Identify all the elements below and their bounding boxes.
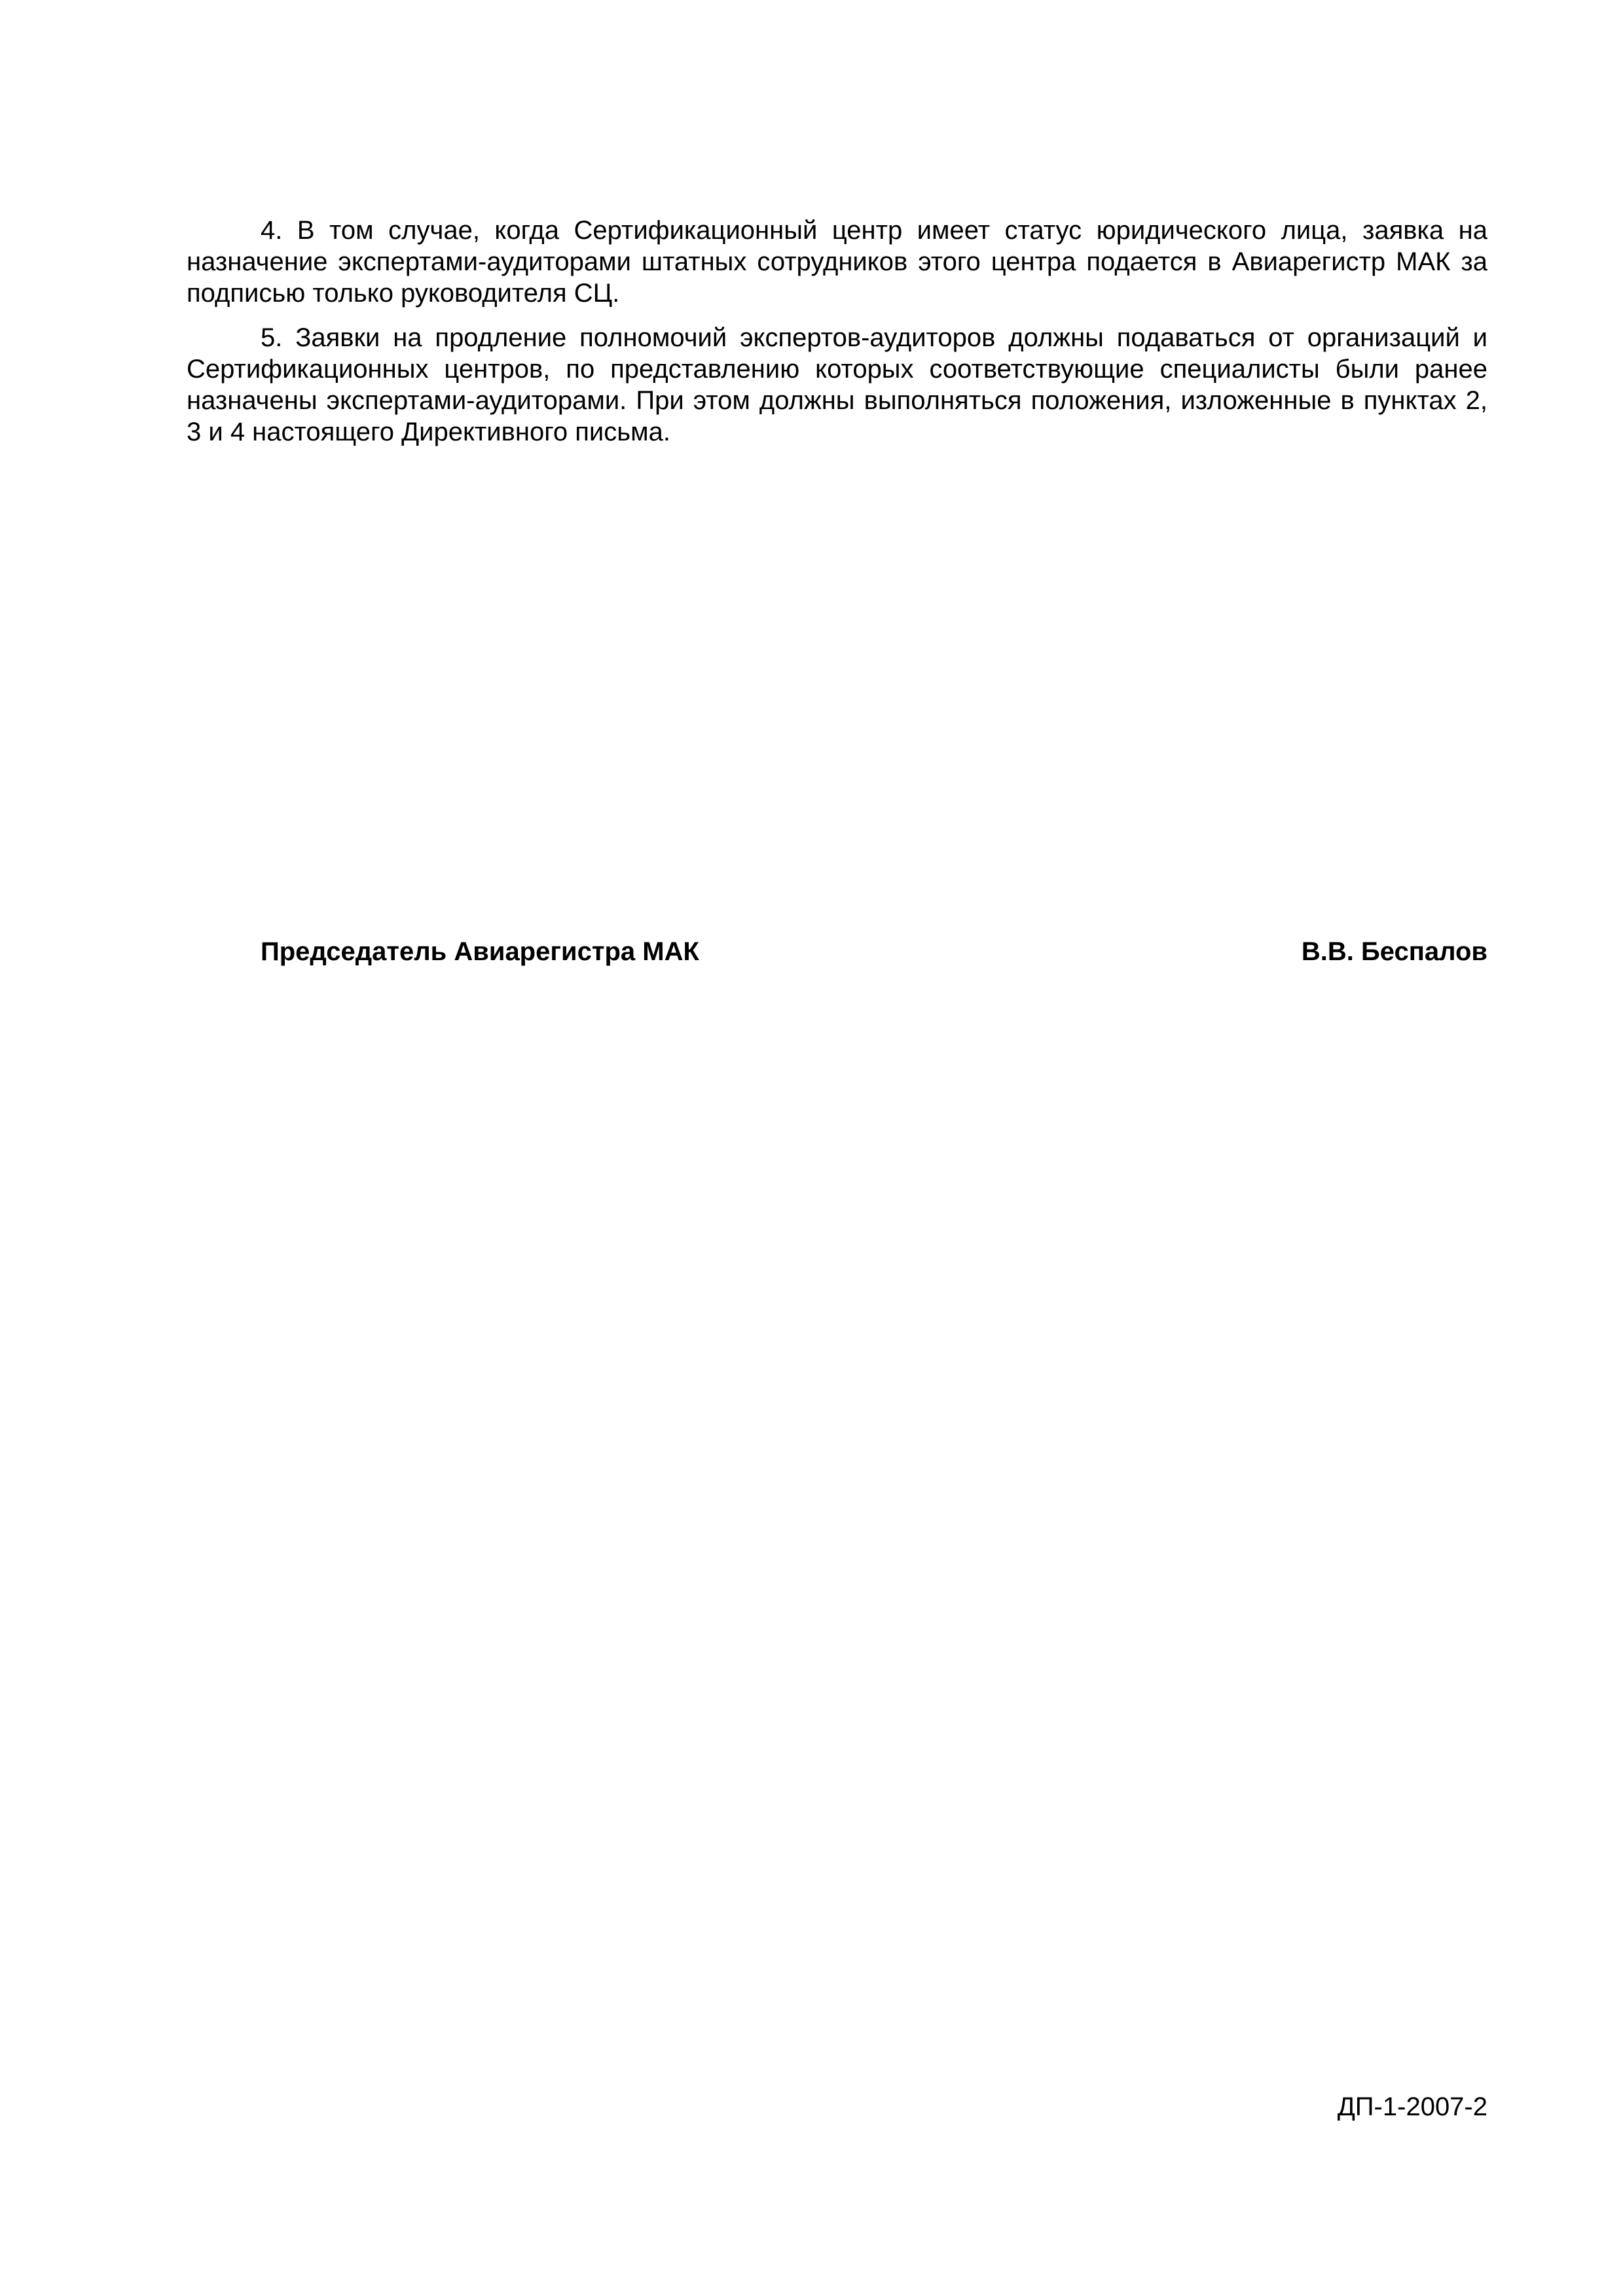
signature-block — [261, 936, 1487, 967]
document-body — [187, 215, 1487, 461]
signatory-position: Председатель Авиарегистра МАК — [261, 937, 699, 966]
document-code: ДП-1-2007-2 — [1337, 2092, 1487, 2121]
paragraph-5: 5. Заявки на продление полномочий экспертов-аудиторов должны подаваться от организаций и Сертификационных центров, по представлению которых соответствующие специалисты были ранее назначены экспертами-аудиторами. При этом должны выполняться положения, изложенные в пунктах 2, 3 и 4 настоящего Директивного письма. — [187, 323, 1487, 446]
signatory-name: В.В. Беспалов — [1301, 937, 1487, 966]
paragraph-4: 4. В том случае, когда Сертификационный центр имеет статус юридического лица, заявка на назначение экспертами-аудиторами штатных сотрудников этого центра подается в Авиарегистр МАК за подписью только руководителя СЦ. — [187, 216, 1487, 308]
